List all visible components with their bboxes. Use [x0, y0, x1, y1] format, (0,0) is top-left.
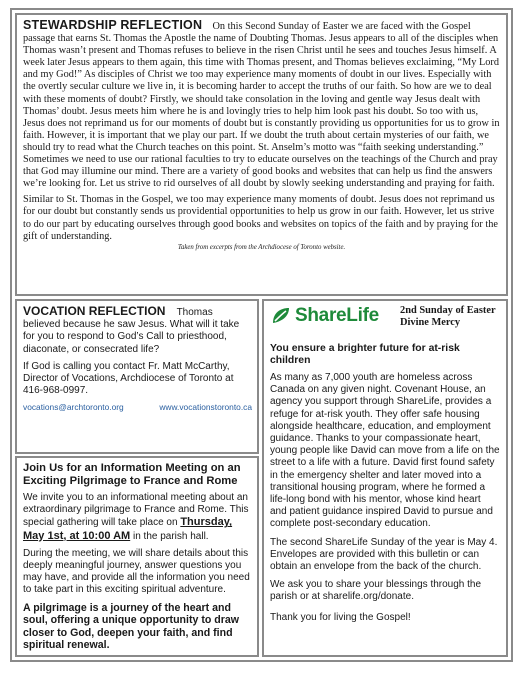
stewardship-reflection — [15, 13, 508, 296]
vocation-reflection — [15, 299, 259, 454]
vocation-links — [23, 402, 252, 412]
pilgrimage-heading: Join Us for an Information Meeting on an Exciting Pilgrimage to France and Rome — [23, 462, 241, 487]
vocation-email-link[interactable]: vocations@archtoronto.org — [23, 402, 124, 413]
sharelife-para-3: We ask you to share your blessings through the parish or at sharelife.org/donate. — [270, 579, 482, 603]
sharelife-subheading: You ensure a brighter future for at-risk children — [270, 343, 460, 366]
sharelife-logo — [270, 305, 394, 327]
vocation-website-link[interactable]: www.vocationstoronto.ca — [159, 402, 252, 413]
vocation-heading: VOCATION REFLECTION — [23, 304, 166, 318]
sharelife-header — [270, 305, 500, 339]
pilgrimage-location-text: in the parish hall. — [130, 530, 209, 542]
sharelife-logo-text: ShareLife — [295, 305, 379, 326]
sharelife-date-heading — [400, 305, 496, 330]
stewardship-heading: STEWARDSHIP REFLECTION — [23, 18, 203, 32]
sharelife-divine-mercy: Divine Mercy — [400, 317, 461, 329]
sharelife-thanks: Thank you for living the Gospel! — [270, 611, 411, 623]
pilgrimage-info — [15, 456, 259, 657]
pilgrimage-closing: A pilgrimage is a journey of the heart and soul, offering a unique opportunity to draw closer to God, deepen your faith, and find spiritual renewal. — [23, 601, 239, 652]
stewardship-text-1: On this Second Sunday of Easter we are faced with the Gospel passage that earns St. Thomas the Apostle the name of Doubting Thomas. Jesus appears to all of the disciples when Thomas wasn’t present and Thomas refuses to believe in the risen Christ until he sees and touches Jesus himself. A week later Jesus appears to them again, this time with Thomas present, and Thomas believes exclaiming, “My Lord and my God!” As disciples of Christ we too may experience many moments of doubt in our lives. Especially with the overtly secular culture we live in, it is becoming harder to accept the truths of our faith. So how are we to deal with these moments of doubt? Firstly, we should take consolation in the loving and gentle way Jesus dealt with Thomas’ doubt. Jesus meets him where he is and lovingly tries to help him look past his doubt. So too with us, Jesus does not reprimand us for our moments of doubt but is constantly providing us opportunities for us to grow in faith. However, it is important that we play our part. If we doubt the truth about certain mysteries of our faith, we should try to read what the Church teaches on this point. St. Anselm’s motto was “faith seeking understanding.” Sometimes we need to use our rational faculties to try to educate ourselves on the teachings of the Church and pray that God may illumine our mind. There are a variety of good books and websites that can help us find the answers we’re looking for. Let us strive to rid ourselves of all doubt by slowly seeking understanding and praying for faith. — [23, 21, 500, 190]
sharelife-sunday: 2nd Sunday of Easter — [400, 305, 496, 316]
vocation-contact: If God is calling you contact Fr. Matt McCarthy, Director of Vocations, Archdiocese of Toronto at 416-968-0997. — [23, 360, 234, 397]
pilgrimage-invite-text: We invite you to an informational meeting about an extraordinary pilgrimage to France and Rome. This special gathering will take place on — [23, 492, 249, 529]
sharelife-para-2: The second ShareLife Sunday of the year is May 4. Envelopes are provided with this bulletin or can obtain an envelope from the back of the church. — [270, 536, 498, 573]
pilgrimage-para-1 — [23, 492, 252, 543]
stewardship-para-2: Similar to St. Thomas in the Gospel, we too may experience many moments of doubt. Jesus does not reprimand us for our doubt but constantly sends us providential opportunities to help us grow in our faith. However, let us strive to do our part by educating ourselves through good books and websites on topics of the faith and by praying for the gift of understanding. — [23, 194, 498, 242]
sharelife-appeal — [262, 299, 508, 657]
stewardship-para-1 — [23, 19, 500, 190]
sharelife-para-1: As many as 7,000 youth are homeless across Canada on any given night. Covenant House, an agency you support through ShareLife, provides a refuge for at-risk youth. They offer safe housing alongside healthcare, education, and employment guidance. Thanks to your compassionate heart, young people like David can move from a life on the street to a life with a future. David first found safety in the emergency shelter and later moved into a transitional housing program, where he formed a life-long bond with his mentor, whose kind heart and patient guidance inspired David to pursue and complete post-secondary education. — [270, 372, 500, 530]
vocation-intro-para — [23, 305, 252, 356]
vocation-intro: Thomas believed because he saw Jesus. What will it take for you to respond to God’s Call to priesthood, diaconate, or consecrated life? — [23, 307, 240, 355]
pilgrimage-date: Thursday, May 1st, at 10:00 AM — [23, 516, 233, 542]
stewardship-credit: Taken from excerpts from the Archdiocese of Toronto website. — [177, 243, 346, 251]
pilgrimage-para-2: During the meeting, we will share details about this deeply meaningful journey, answer questions you may have, and provide all the information you need to take part in this exciting spiritual adventure. — [23, 547, 250, 596]
bulletin-page — [10, 8, 513, 662]
sharelife-logo-icon — [270, 305, 292, 327]
